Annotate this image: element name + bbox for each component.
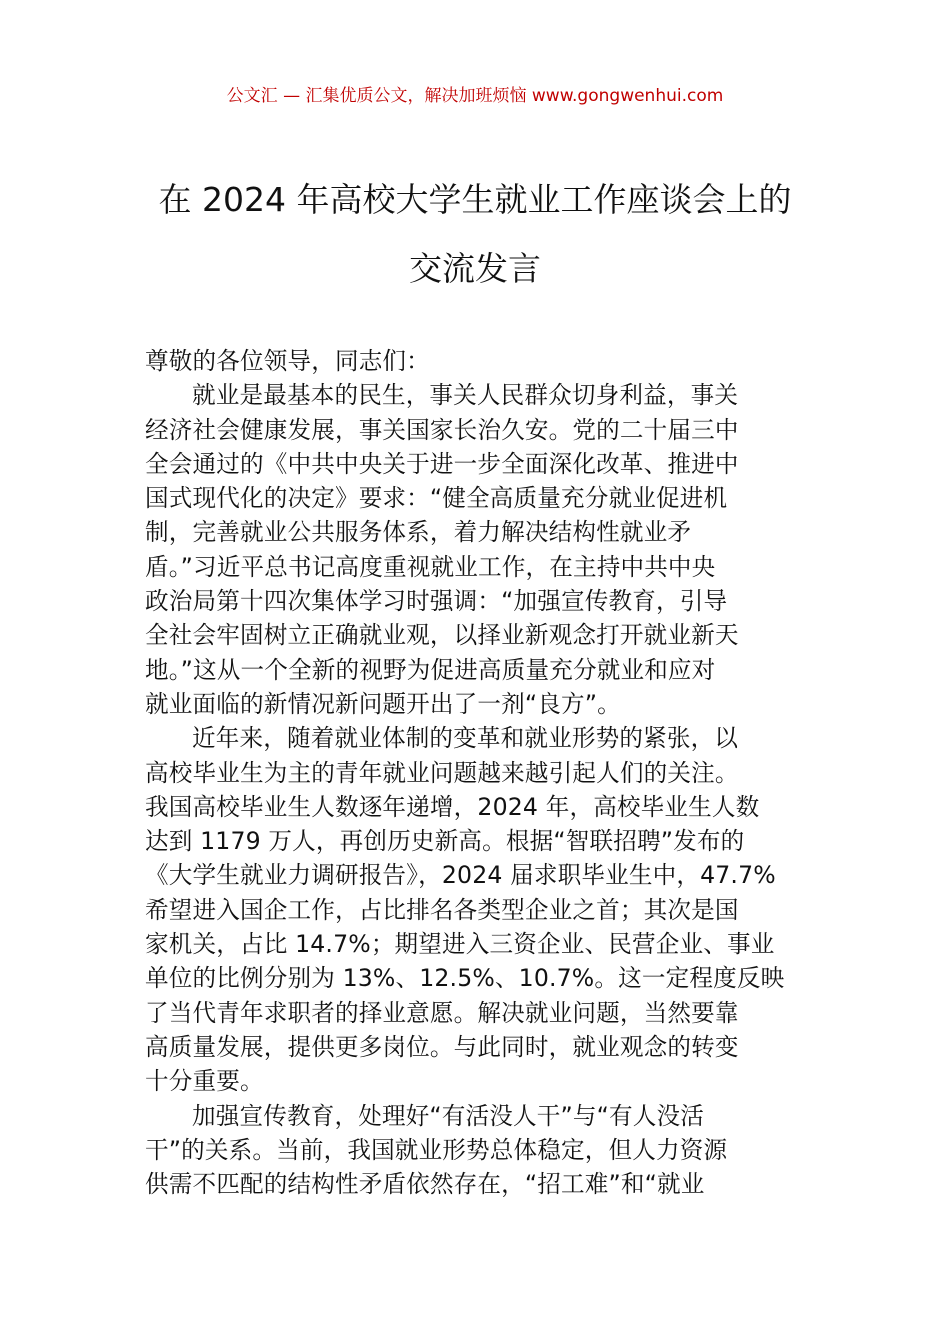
body-text-line: 家机关，占比 14.7%；期望进入三资企业、民营企业、事业	[145, 930, 775, 959]
body-text-line: 地。”这从一个全新的视野为促进高质量充分就业和应对	[145, 655, 716, 684]
body-text-line: 高校毕业生为主的青年就业问题越来越引起人们的关注。	[145, 758, 739, 787]
body-text-line: 十分重要。	[145, 1067, 264, 1096]
body-text-line: 就业是最基本的民生，事关人民群众切身利益，事关	[192, 381, 739, 410]
body-text-line: 近年来，随着就业体制的变革和就业形势的紧张，以	[192, 724, 739, 753]
body-text-line: 就业面临的新情况新问题开出了一剂“良方”。	[145, 689, 621, 718]
body-text-line: 供需不匹配的结构性矛盾依然存在，“招工难”和“就业	[145, 1170, 705, 1199]
body-text-line: 全会通过的《中共中央关于进一步全面深化改革、推进中	[145, 449, 739, 478]
body-text-line: 了当代青年求职者的择业意愿。解决就业问题，当然要靠	[145, 998, 739, 1027]
body-text-line: 单位的比例分别为 13%、12.5%、10.7%。这一定程度反映	[145, 964, 785, 993]
document-title-line-1: 在 2024 年高校大学生就业工作座谈会上的	[158, 180, 792, 219]
body-text-line: 我国高校毕业生人数逐年递增，2024 年，高校毕业生人数	[145, 792, 760, 821]
document-title-line-2: 交流发言	[409, 249, 541, 288]
header-watermark: 公文汇 — 汇集优质公文，解决加班烦恼 www.gongwenhui.com	[226, 86, 724, 106]
body-text-line: 国式现代化的决定》要求：“健全高质量充分就业促进机	[145, 484, 728, 513]
body-text-line: 希望进入国企工作，占比排名各类型企业之首；其次是国	[145, 895, 739, 924]
body-text-line: 《大学生就业力调研报告》，2024 届求职毕业生中，47.7%	[145, 861, 776, 890]
body-text-line: 全社会牢固树立正确就业观，以择业新观念打开就业新天	[145, 621, 739, 650]
body-text-line: 达到 1179 万人，再创历史新高。根据“智联招聘”发布的	[145, 827, 745, 856]
body-text-line: 制，完善就业公共服务体系，着力解决结构性就业矛	[145, 518, 692, 547]
document-body	[145, 344, 808, 1201]
body-text-line: 尊敬的各位领导，同志们：	[145, 347, 430, 375]
body-text-line: 盾。”习近平总书记高度重视就业工作，在主持中共中央	[145, 552, 716, 581]
body-text-line: 加强宣传教育，处理好“有活没人干”与“有人没活	[192, 1101, 704, 1130]
body-text-line: 高质量发展，提供更多岗位。与此同时，就业观念的转变	[145, 1032, 739, 1061]
body-text-line: 干”的关系。当前，我国就业形势总体稳定，但人力资源	[145, 1135, 728, 1164]
body-text-line: 经济社会健康发展，事关国家长治久安。党的二十届三中	[145, 415, 739, 444]
body-text-line: 政治局第十四次集体学习时强调：“加强宣传教育，引导	[145, 587, 728, 616]
